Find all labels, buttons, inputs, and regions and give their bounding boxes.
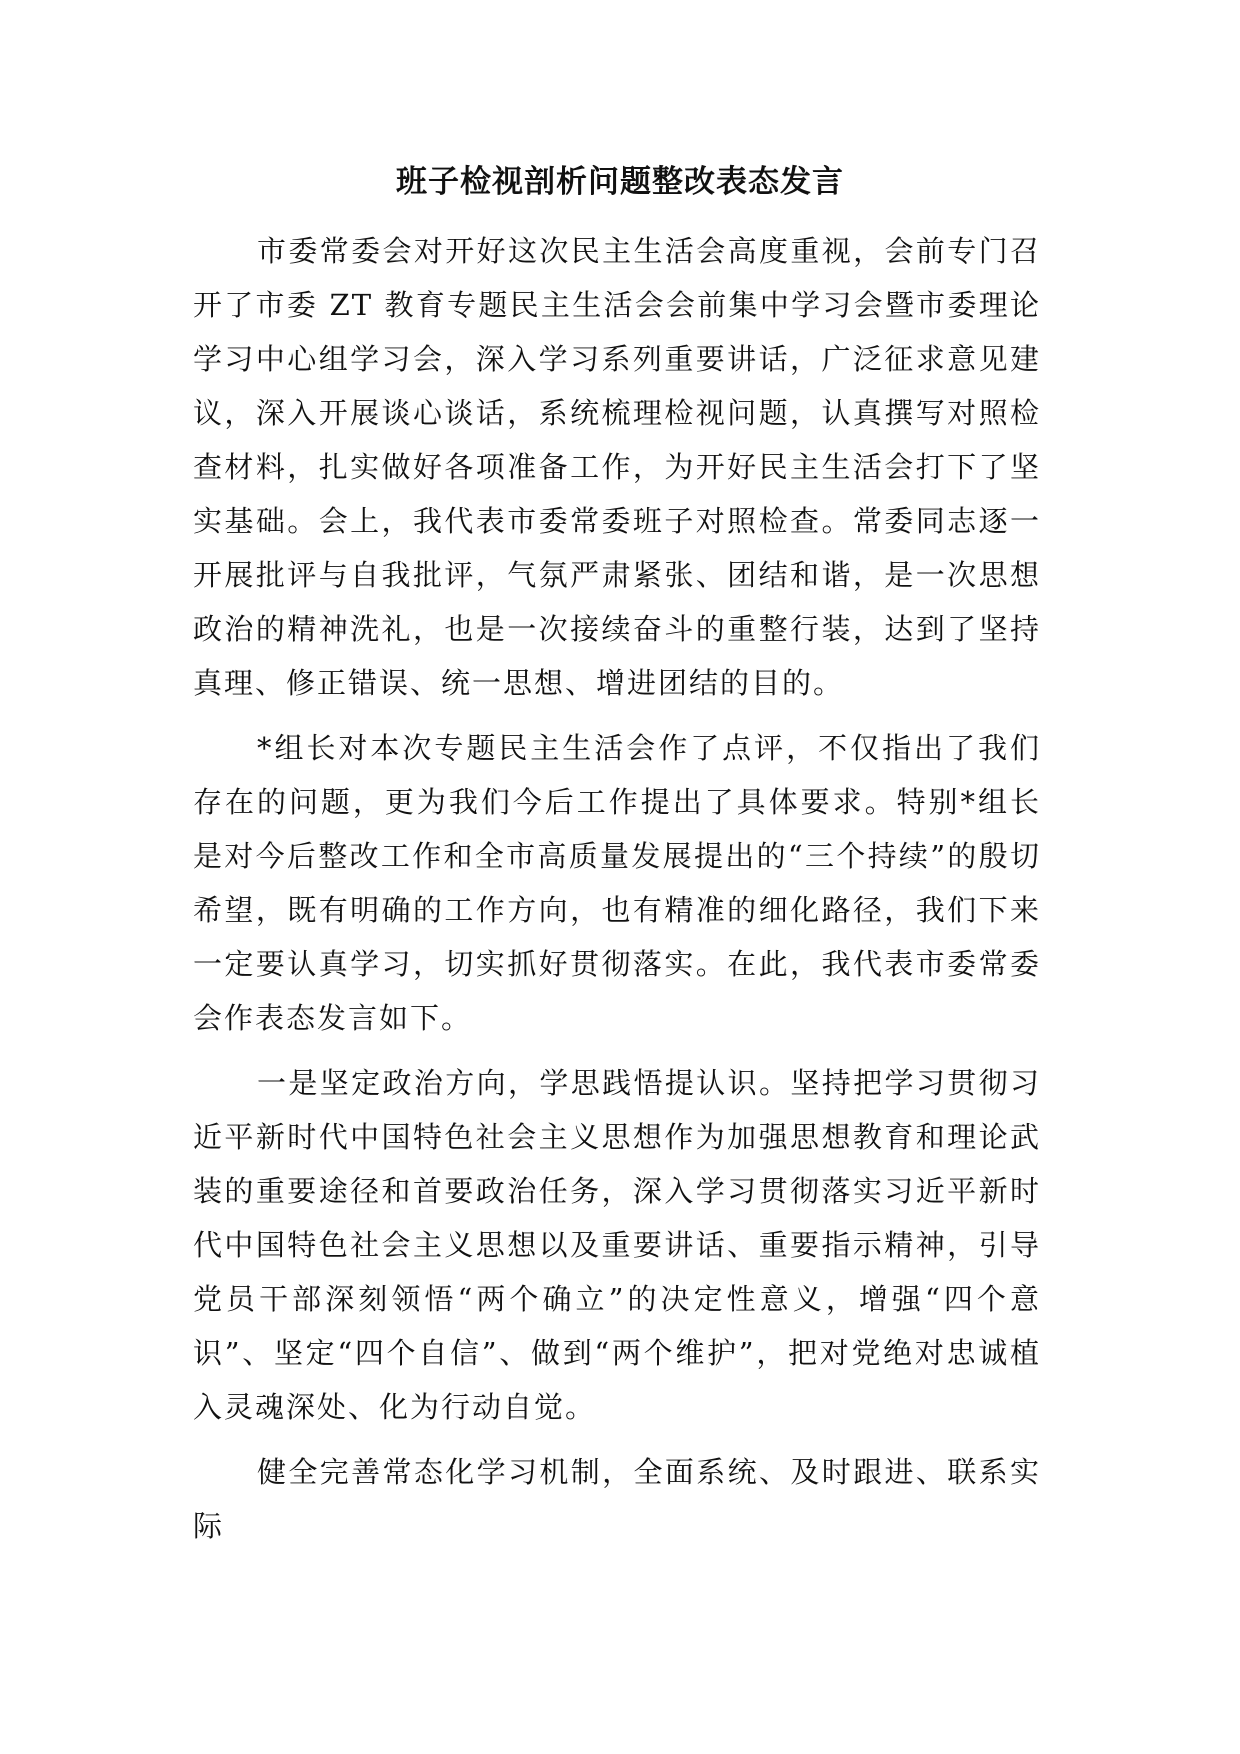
- body-paragraph-4: 健全完善常态化学习机制，全面系统、及时跟进、联系实际: [193, 1455, 1041, 1543]
- document-body: [193, 224, 1041, 1553]
- body-paragraph-2: *组长对本次专题民主生活会作了点评，不仅指出了我们存在的问题，更为我们今后工作提出了具体要求。特别*组长是对今后整改工作和全市高质量发展提出的“三个持续”的殷切希望，既有明确的工作方向，也有精准的细化路径，我们下来一定要认真学习，切实抓好贯彻落实。在此，我代表市委常委会作表态发言如下。: [193, 731, 1041, 1035]
- document-title: 班子检视剖析问题整改表态发言: [396, 164, 844, 200]
- body-paragraph-1: 市委常委会对开好这次民主生活会高度重视，会前专门召开了市委 ZT 教育专题民主生活会会前集中学习会暨市委理论学习中心组学习会，深入学习系列重要讲话，广泛征求意见建议，深入开展谈心谈话，系统梳理检视问题，认真撰写对照检查材料，扎实做好各项准备工作，为开好民主生活会打下了坚实基础。会上，我代表市委常委班子对照检查。常委同志逐一开展批评与自我批评，气氛严肃紧张、团结和谐，是一次思想政治的精神洗礼，也是一次接续奋斗的重整行装，达到了坚持真理、修正错误、统一思想、增进团结的目的。: [193, 234, 1041, 700]
- body-paragraph-3: 一是坚定政治方向，学思践悟提认识。坚持把学习贯彻习近平新时代中国特色社会主义思想作为加强思想教育和理论武装的重要途径和首要政治任务，深入学习贯彻落实习近平新时代中国特色社会主义思想以及重要讲话、重要指示精神，引导党员干部深刻领悟“两个确立”的决定性意义，增强“四个意识”、坚定“四个自信”、做到“两个维护”，把对党绝对忠诚植入灵魂深处、化为行动自觉。: [193, 1066, 1041, 1424]
